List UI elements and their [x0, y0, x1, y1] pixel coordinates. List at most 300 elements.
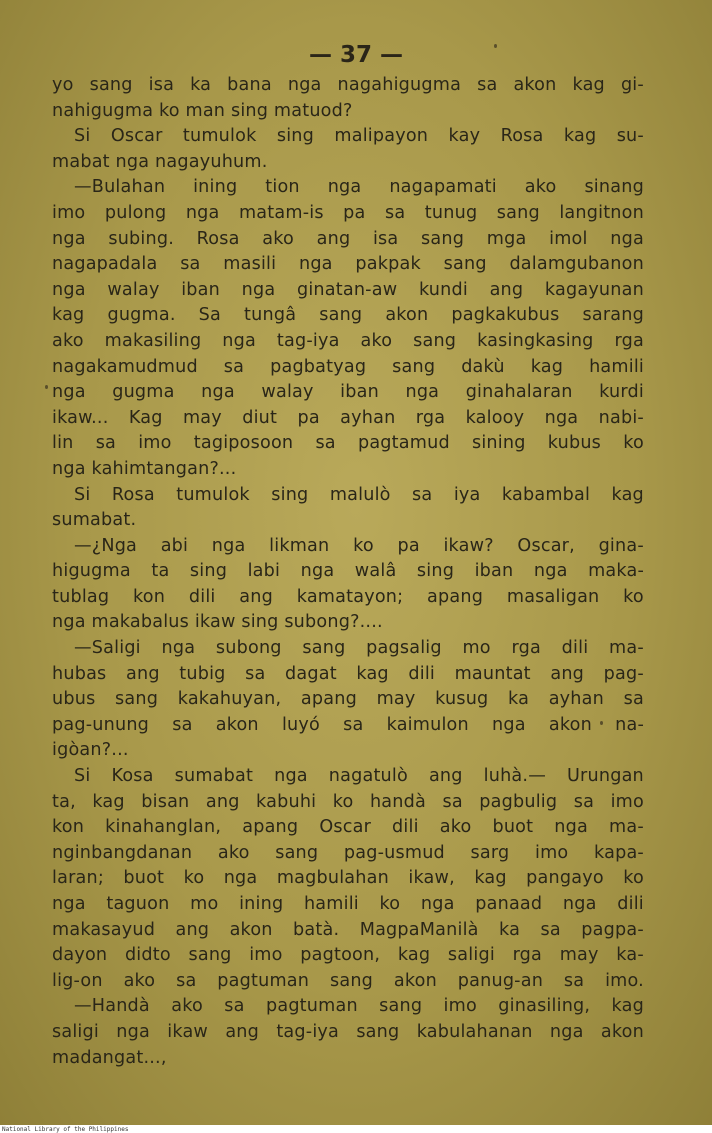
- word: abi: [160, 535, 189, 556]
- word: sing: [276, 126, 315, 147]
- text-line: [52, 790, 644, 816]
- word: higugma: [52, 561, 131, 582]
- word: sa: [384, 202, 406, 223]
- word: sa: [172, 714, 193, 735]
- word: handà: [369, 791, 426, 812]
- word: hubas: [52, 663, 107, 684]
- word: imo: [249, 945, 283, 966]
- word: kon: [52, 817, 85, 838]
- word: ko: [379, 894, 401, 914]
- word: nga: [287, 75, 322, 95]
- word: sa: [224, 996, 245, 1017]
- word: apang: [427, 586, 484, 607]
- word: pag-unung: [52, 714, 150, 735]
- word: pa: [397, 535, 420, 556]
- word: nga: [544, 407, 579, 428]
- word: magbulahan: [276, 868, 389, 889]
- word: pagkakubus: [451, 305, 560, 326]
- text-line: nga kahimtangan?...: [52, 458, 237, 479]
- word: sang: [329, 970, 374, 991]
- word: gina-: [598, 535, 644, 556]
- word: Kag: [128, 407, 163, 428]
- text-line: [52, 815, 644, 841]
- word: iban: [474, 561, 514, 582]
- word: —Bulahan: [74, 177, 166, 198]
- word: sa: [412, 484, 433, 505]
- word: sa: [623, 689, 644, 710]
- word: ikaw...: [52, 407, 109, 428]
- word: akon: [548, 714, 592, 735]
- text-line: [52, 329, 644, 355]
- word: sa: [245, 663, 266, 684]
- word: kay: [448, 126, 481, 147]
- word: nga: [223, 868, 258, 889]
- word: ako: [439, 817, 472, 838]
- word: sang: [89, 75, 133, 95]
- word: sing: [416, 561, 455, 582]
- word: taguon: [106, 894, 170, 914]
- word: kag: [92, 791, 125, 812]
- word: hamili: [589, 356, 644, 377]
- word: sa: [315, 433, 336, 454]
- word: imo.: [605, 970, 644, 991]
- word: subong: [215, 638, 282, 659]
- word: ang: [225, 1021, 260, 1042]
- word: tunug: [424, 202, 478, 223]
- word: sarang: [582, 305, 644, 326]
- text-line: [52, 687, 644, 713]
- word: kaimulon: [386, 714, 469, 735]
- word: may: [182, 407, 222, 428]
- word: luhà.—: [483, 766, 546, 787]
- word: tungâ: [244, 305, 297, 326]
- word: mo: [190, 894, 219, 914]
- word: tublag: [52, 586, 110, 607]
- word: sang: [356, 1021, 400, 1042]
- text-line: [52, 892, 644, 918]
- word: sang: [443, 254, 487, 275]
- word: imo: [52, 202, 86, 223]
- word: sumabat: [174, 766, 254, 787]
- word: panug-an: [457, 970, 544, 991]
- word: ka-: [616, 945, 644, 966]
- word: saligi: [52, 1021, 99, 1042]
- word: ginahalaran: [465, 382, 573, 403]
- word: laran;: [52, 868, 104, 889]
- word: ko: [623, 433, 644, 454]
- word: ako: [52, 330, 84, 351]
- word: tumulok: [176, 484, 250, 505]
- word: buot: [123, 868, 165, 889]
- word: Si: [74, 484, 91, 505]
- word: pangayo: [526, 868, 604, 889]
- word: sang: [413, 330, 457, 351]
- word: ko: [332, 791, 354, 812]
- word: nagahigugma: [337, 75, 462, 95]
- word: lin: [52, 433, 74, 454]
- text-line: nahigugma ko man sing matuod?: [52, 100, 353, 121]
- text-line: [52, 406, 644, 432]
- word: nga: [554, 817, 588, 838]
- word: nga: [420, 894, 455, 914]
- word: nga: [241, 279, 276, 300]
- text-line: [52, 201, 644, 227]
- word: walay: [107, 279, 160, 300]
- word: ko: [623, 868, 644, 889]
- word: Si: [74, 766, 91, 787]
- word: —¿Nga: [74, 535, 138, 556]
- word: kabuhi: [256, 791, 317, 812]
- word: nga: [610, 228, 644, 249]
- word: ang: [205, 791, 240, 812]
- word: ining: [239, 894, 284, 914]
- footer-credit: National Library of the Philippines: [2, 1126, 129, 1133]
- word: Rosa: [196, 228, 240, 249]
- text-line: [52, 534, 644, 560]
- word: ka: [190, 75, 212, 95]
- word: didto: [124, 945, 171, 966]
- word: ang: [175, 919, 210, 940]
- text-line: [52, 278, 644, 304]
- word: sang: [302, 638, 346, 659]
- word: kamatayon;: [296, 586, 404, 607]
- word: imo: [535, 842, 569, 863]
- word: ako: [524, 177, 557, 198]
- word: ang: [550, 663, 585, 684]
- word: sa: [95, 433, 117, 454]
- text-line: [52, 918, 644, 944]
- word: sang: [319, 305, 363, 326]
- word: kag: [397, 945, 431, 966]
- word: —Saligi: [74, 638, 141, 659]
- word: batà.: [293, 919, 340, 940]
- ink-speck: [600, 721, 603, 725]
- word: lig-on: [52, 970, 103, 991]
- word: pagsalig: [366, 638, 442, 659]
- word: —Handà: [74, 996, 150, 1017]
- text-line: [52, 559, 644, 585]
- word: Urungan: [566, 766, 644, 787]
- text-line: [52, 175, 644, 201]
- word: sa: [563, 970, 585, 991]
- text-line: [52, 841, 644, 867]
- text-line: nga makabalus ikaw sing subong?....: [52, 612, 383, 633]
- body-text: [52, 73, 644, 1071]
- word: nga: [52, 228, 86, 249]
- word: na-: [615, 714, 644, 735]
- word: dili: [561, 638, 589, 659]
- word: Kosa: [111, 766, 154, 787]
- word: diut: [242, 407, 278, 428]
- word: ang: [239, 586, 273, 607]
- word: ang: [489, 279, 524, 300]
- text-line: [52, 355, 644, 381]
- text-line: igòan?...: [52, 740, 129, 761]
- text-line: [52, 969, 644, 995]
- word: ako: [123, 970, 156, 991]
- text-line: [52, 636, 644, 662]
- word: ko: [183, 868, 205, 889]
- word: labi: [247, 561, 281, 582]
- word: kalooy: [465, 407, 525, 428]
- word: nga: [52, 382, 86, 403]
- word: Si: [74, 126, 91, 147]
- word: nga: [549, 1021, 584, 1042]
- word: pag-usmud: [343, 842, 445, 863]
- word: gugma: [112, 382, 175, 403]
- word: kinahanglan,: [105, 817, 222, 838]
- word: ang: [316, 228, 351, 249]
- word: kubus: [547, 433, 602, 454]
- word: nagapadala: [52, 254, 158, 275]
- word: kag: [474, 868, 507, 889]
- word: may: [376, 689, 416, 710]
- text-line: [52, 866, 644, 892]
- word: akon: [513, 75, 557, 95]
- word: malulò: [329, 484, 391, 505]
- word: isa: [148, 75, 175, 95]
- word: gugma.: [107, 305, 176, 326]
- word: pagbulig: [479, 791, 558, 812]
- word: nga: [161, 638, 196, 659]
- word: akon: [215, 714, 259, 735]
- word: nga: [298, 254, 333, 275]
- word: ako: [217, 842, 250, 863]
- word: ayhan: [340, 407, 396, 428]
- word: apang: [242, 817, 299, 838]
- word: ikaw,: [408, 868, 455, 889]
- word: nga: [211, 535, 246, 556]
- word: iban: [340, 382, 379, 403]
- word: Oscar: [110, 126, 163, 147]
- word: makasayud: [52, 919, 156, 940]
- word: sing: [271, 484, 309, 505]
- word: akon: [385, 305, 429, 326]
- word: nga: [533, 561, 568, 582]
- word: maka-: [588, 561, 644, 582]
- word: subing.: [108, 228, 175, 249]
- page-number: — 37 —: [308, 42, 404, 68]
- word: nga: [300, 561, 335, 582]
- word: dili: [408, 663, 436, 684]
- text-line: [52, 713, 644, 739]
- word: Oscar: [319, 817, 372, 838]
- word: sang: [379, 996, 423, 1017]
- text-line: [52, 73, 644, 99]
- word: kag: [52, 305, 85, 326]
- word: sang: [188, 945, 232, 966]
- word: ginatan-aw: [296, 279, 398, 300]
- word: kakahuyan,: [177, 689, 282, 710]
- text-line: [52, 943, 644, 969]
- word: malipayon: [334, 126, 429, 147]
- word: kurdi: [599, 382, 644, 403]
- word: tag-iya: [276, 1021, 340, 1042]
- word: nga: [562, 894, 597, 914]
- word: nagapamati: [389, 177, 497, 198]
- word: kasingkasing: [477, 330, 594, 351]
- word: ka: [499, 919, 521, 940]
- word: sa: [180, 254, 201, 275]
- word: pulong: [104, 202, 167, 223]
- word: rga: [511, 638, 541, 659]
- word: kon: [133, 586, 166, 607]
- word: kag: [563, 126, 597, 147]
- word: akon: [600, 1021, 644, 1042]
- word: yo: [52, 75, 74, 95]
- text-line: mabat nga nagayuhum.: [52, 151, 268, 172]
- word: tagiposoon: [193, 433, 294, 454]
- word: nga: [222, 330, 256, 351]
- word: ubus: [52, 689, 96, 710]
- word: mo: [462, 638, 491, 659]
- word: may: [559, 945, 599, 966]
- word: nagatulò: [328, 766, 408, 787]
- word: rga: [415, 407, 446, 428]
- word: ta,: [52, 791, 76, 812]
- word: pag-: [603, 663, 644, 684]
- text-line: [52, 431, 644, 457]
- word: ka: [508, 689, 530, 710]
- word: Sa: [198, 305, 222, 326]
- word: Rosa: [500, 126, 544, 147]
- word: imo: [610, 791, 644, 812]
- word: sang: [275, 842, 319, 863]
- word: mga: [486, 228, 527, 249]
- text-line: [52, 380, 644, 406]
- word: tubig: [179, 663, 226, 684]
- word: ko: [623, 586, 644, 607]
- word: bana: [227, 75, 272, 95]
- word: masaligan: [506, 586, 600, 607]
- word: kag: [530, 356, 564, 377]
- text-line: [52, 124, 644, 150]
- word: walâ: [354, 561, 397, 582]
- word: sang: [392, 356, 436, 377]
- word: nga: [327, 177, 362, 198]
- word: iya: [453, 484, 481, 505]
- word: su-: [616, 126, 644, 147]
- word: dili: [392, 817, 419, 838]
- word: kabulahanan: [416, 1021, 533, 1042]
- word: langitnon: [559, 202, 644, 223]
- word: imo: [138, 433, 172, 454]
- word: dili: [617, 894, 644, 914]
- word: imol: [549, 228, 588, 249]
- word: sang: [421, 228, 465, 249]
- word: pagtamud: [357, 433, 450, 454]
- word: sinang: [584, 177, 644, 198]
- word: pa: [343, 202, 366, 223]
- word: MagpaManilà: [359, 919, 479, 940]
- text-line: [52, 227, 644, 253]
- word: kag: [356, 663, 389, 684]
- word: ako: [360, 330, 393, 351]
- word: ako: [171, 996, 203, 1017]
- text-line: [52, 1020, 644, 1046]
- word: rga: [614, 330, 644, 351]
- word: nginbangdanan: [52, 842, 193, 863]
- word: Oscar,: [517, 535, 575, 556]
- word: sining: [471, 433, 526, 454]
- ink-speck: [45, 385, 48, 389]
- word: makasiling: [104, 330, 202, 351]
- word: isa: [372, 228, 399, 249]
- word: ikaw?: [443, 535, 494, 556]
- word: saligi: [447, 945, 495, 966]
- word: pagpa-: [581, 919, 644, 940]
- word: apang: [300, 689, 357, 710]
- word: nga: [116, 1021, 150, 1042]
- word: ma-: [609, 638, 644, 659]
- word: ang: [428, 766, 463, 787]
- word: kag: [572, 75, 605, 95]
- word: ayhan: [548, 689, 604, 710]
- word: tion: [265, 177, 300, 198]
- word: hamili: [303, 894, 359, 914]
- word: kusug: [435, 689, 489, 710]
- text-line: [52, 303, 644, 329]
- text-line: [52, 662, 644, 688]
- word: pagtuman: [217, 970, 310, 991]
- word: kapa-: [594, 842, 644, 863]
- word: tumulok: [182, 126, 257, 147]
- word: sa: [176, 970, 197, 991]
- word: nabi-: [598, 407, 644, 428]
- word: ginasiling,: [498, 996, 591, 1017]
- word: sa: [573, 791, 595, 812]
- word: akon: [393, 970, 437, 991]
- text-line: [52, 585, 644, 611]
- word: dakù: [461, 356, 505, 377]
- word: panaad: [475, 894, 543, 914]
- text-line: sumabat.: [52, 510, 137, 531]
- word: tag-iya: [276, 330, 340, 351]
- word: imo: [443, 996, 477, 1017]
- word: pagtuman: [265, 996, 358, 1017]
- word: sa: [540, 919, 561, 940]
- word: walay: [261, 382, 314, 403]
- word: matam-is: [238, 202, 324, 223]
- text-line: madangat...,: [52, 1047, 167, 1068]
- text-line: [52, 252, 644, 278]
- word: mauntat: [454, 663, 531, 684]
- word: pagtoon,: [300, 945, 381, 966]
- word: ako: [262, 228, 294, 249]
- word: kabambal: [501, 484, 591, 505]
- word: dili: [188, 586, 216, 607]
- word: nagakamudmud: [52, 356, 198, 377]
- word: kag: [611, 996, 644, 1017]
- word: Rosa: [111, 484, 155, 505]
- word: ta: [151, 561, 170, 582]
- word: nga: [405, 382, 440, 403]
- text-line: [52, 483, 644, 509]
- ink-speck: [494, 44, 497, 48]
- word: dayon: [52, 945, 108, 966]
- word: pa: [297, 407, 320, 428]
- word: dalamgubanon: [509, 254, 644, 275]
- word: akon: [229, 919, 273, 940]
- word: bisan: [141, 791, 190, 812]
- word: ang: [125, 663, 160, 684]
- word: sang: [115, 689, 159, 710]
- word: rga: [512, 945, 543, 966]
- word: luyó: [281, 714, 320, 735]
- word: iban: [181, 279, 221, 300]
- word: kag: [611, 484, 644, 505]
- word: nga: [492, 714, 526, 735]
